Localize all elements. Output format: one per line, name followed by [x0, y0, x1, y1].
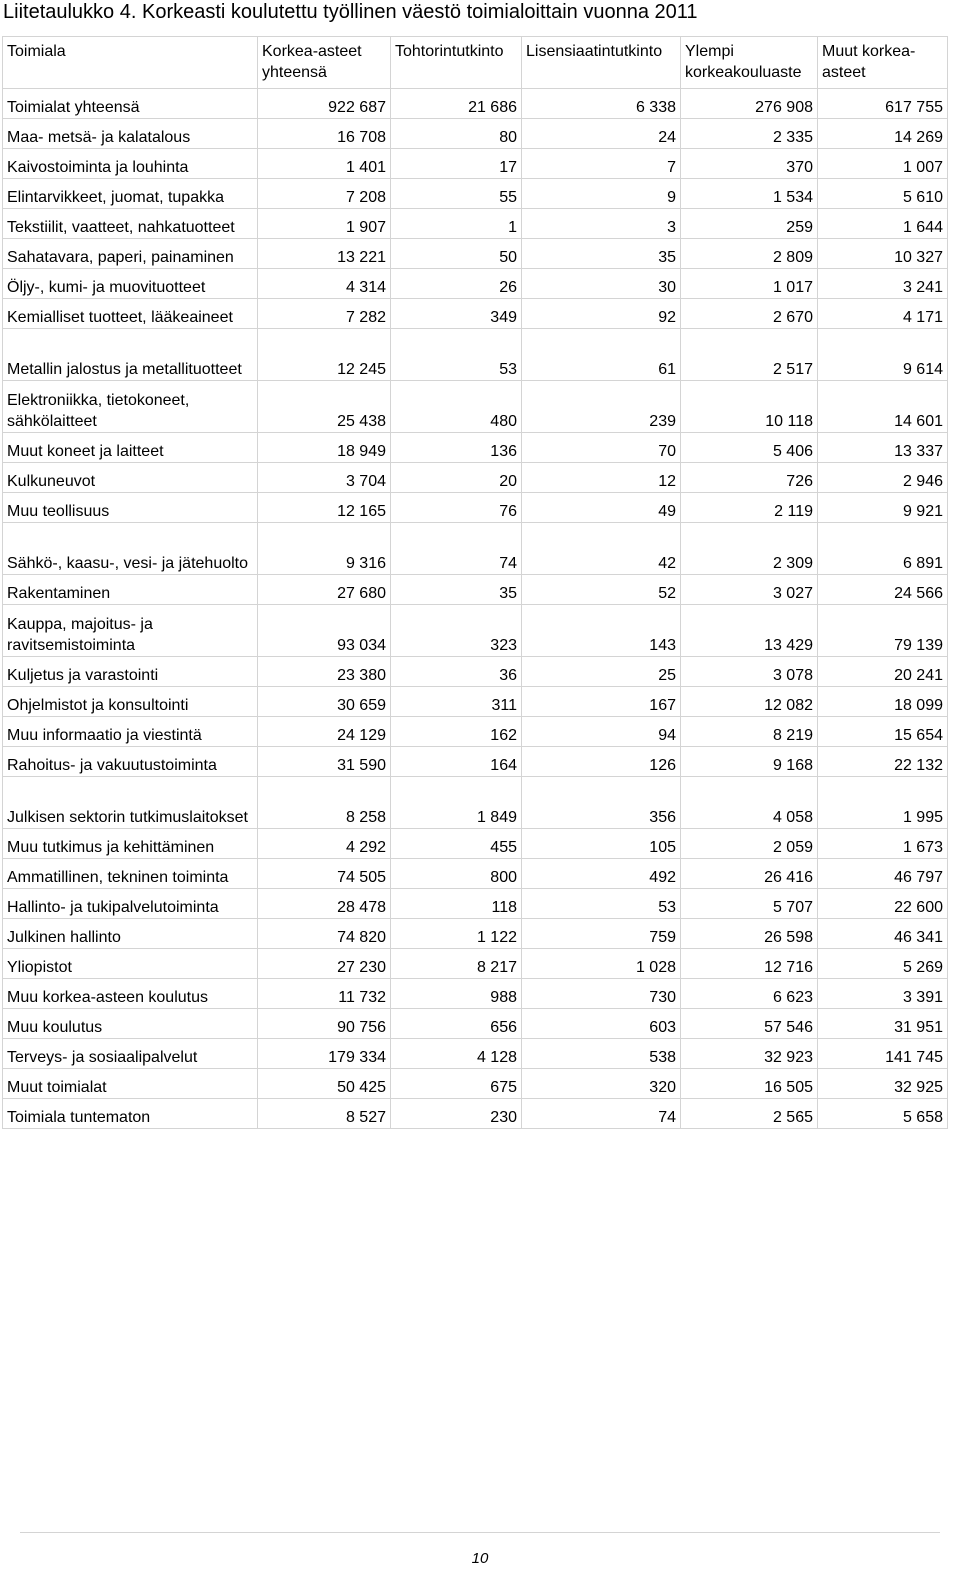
table-cell: 7 — [522, 149, 681, 179]
table-row — [3, 179, 948, 209]
table-cell: 8 217 — [391, 949, 522, 979]
table-cell: 136 — [391, 433, 522, 463]
row-label: Kaivostoiminta ja louhinta — [3, 149, 258, 179]
table-cell: 3 241 — [818, 269, 948, 299]
table-cell: 1 907 — [258, 209, 391, 239]
table-cell: 10 327 — [818, 239, 948, 269]
row-label: Sähkö-, kaasu-, vesi- ja jätehuolto — [3, 523, 258, 575]
table-cell: 35 — [522, 239, 681, 269]
table-cell: 8 219 — [681, 717, 818, 747]
row-label: Muu koulutus — [3, 1009, 258, 1039]
table-cell: 10 118 — [681, 381, 818, 433]
row-label: Rakentaminen — [3, 575, 258, 605]
table-cell: 988 — [391, 979, 522, 1009]
table-cell: 32 925 — [818, 1069, 948, 1099]
table-cell: 9 — [522, 179, 681, 209]
row-label: Ammatillinen, tekninen toiminta — [3, 859, 258, 889]
table-cell: 90 756 — [258, 1009, 391, 1039]
table-cell: 53 — [391, 329, 522, 381]
table-cell: 9 316 — [258, 523, 391, 575]
table-cell: 11 732 — [258, 979, 391, 1009]
table-cell: 22 600 — [818, 889, 948, 919]
table-cell: 31 590 — [258, 747, 391, 777]
table-cell: 323 — [391, 605, 522, 657]
footer-divider — [20, 1532, 940, 1533]
table-cell: 2 670 — [681, 299, 818, 329]
row-label: Muut koneet ja laitteet — [3, 433, 258, 463]
table-cell: 370 — [681, 149, 818, 179]
table-row — [3, 859, 948, 889]
table-cell: 20 — [391, 463, 522, 493]
table-cell: 13 429 — [681, 605, 818, 657]
table-cell: 3 — [522, 209, 681, 239]
table-cell: 22 132 — [818, 747, 948, 777]
table-row — [3, 299, 948, 329]
table-cell: 5 707 — [681, 889, 818, 919]
table-cell: 9 921 — [818, 493, 948, 523]
row-label: Julkinen hallinto — [3, 919, 258, 949]
table-cell: 9 168 — [681, 747, 818, 777]
table-cell: 27 230 — [258, 949, 391, 979]
row-label: Terveys- ja sosiaalipalvelut — [3, 1039, 258, 1069]
table-cell: 94 — [522, 717, 681, 747]
table-cell: 49 — [522, 493, 681, 523]
table-cell: 1 — [391, 209, 522, 239]
table-cell: 603 — [522, 1009, 681, 1039]
table-cell: 8 258 — [258, 777, 391, 829]
table-row — [3, 329, 948, 381]
table-row — [3, 777, 948, 829]
column-header: Ylempi korkeakouluaste — [681, 37, 818, 89]
row-label: Ohjelmistot ja konsultointi — [3, 687, 258, 717]
row-label: Muu tutkimus ja kehittäminen — [3, 829, 258, 859]
row-label: Muu teollisuus — [3, 493, 258, 523]
table-cell: 6 623 — [681, 979, 818, 1009]
table-cell: 92 — [522, 299, 681, 329]
table-cell: 2 946 — [818, 463, 948, 493]
row-label: Tekstiilit, vaatteet, nahkatuotteet — [3, 209, 258, 239]
table-cell: 25 — [522, 657, 681, 687]
table-cell: 80 — [391, 119, 522, 149]
table-row — [3, 605, 948, 657]
table-cell: 12 082 — [681, 687, 818, 717]
table-cell: 13 337 — [818, 433, 948, 463]
table-cell: 57 546 — [681, 1009, 818, 1039]
table-cell: 20 241 — [818, 657, 948, 687]
table-cell: 74 — [522, 1099, 681, 1129]
table-header-row — [3, 37, 948, 89]
table-cell: 7 282 — [258, 299, 391, 329]
row-label: Yliopistot — [3, 949, 258, 979]
table-cell: 4 128 — [391, 1039, 522, 1069]
table-cell: 70 — [522, 433, 681, 463]
page-title: Liitetaulukko 4. Korkeasti koulutettu työllinen väestö toimialoittain vuonna 2011 — [3, 1, 698, 23]
column-header: Lisensiaatintutkinto — [522, 37, 681, 89]
table-cell: 3 027 — [681, 575, 818, 605]
table-cell: 12 716 — [681, 949, 818, 979]
table-cell: 26 598 — [681, 919, 818, 949]
table-cell: 162 — [391, 717, 522, 747]
table-cell: 35 — [391, 575, 522, 605]
table-cell: 53 — [522, 889, 681, 919]
table-cell: 18 949 — [258, 433, 391, 463]
table-cell: 1 401 — [258, 149, 391, 179]
table-row — [3, 89, 948, 119]
table-cell: 167 — [522, 687, 681, 717]
table-cell: 617 755 — [818, 89, 948, 119]
table-row — [3, 575, 948, 605]
row-label: Metallin jalostus ja metallituotteet — [3, 329, 258, 381]
table-cell: 12 245 — [258, 329, 391, 381]
table-cell: 730 — [522, 979, 681, 1009]
table-row — [3, 239, 948, 269]
table-cell: 50 — [391, 239, 522, 269]
table-cell: 1 849 — [391, 777, 522, 829]
row-label: Muut toimialat — [3, 1069, 258, 1099]
table-cell: 30 659 — [258, 687, 391, 717]
table-cell: 4 314 — [258, 269, 391, 299]
table-row — [3, 717, 948, 747]
column-header: Korkea-asteet yhteensä — [258, 37, 391, 89]
table-cell: 4 058 — [681, 777, 818, 829]
table-cell: 1 995 — [818, 777, 948, 829]
row-label: Kulkuneuvot — [3, 463, 258, 493]
table-cell: 6 891 — [818, 523, 948, 575]
table-cell: 17 — [391, 149, 522, 179]
table-cell: 726 — [681, 463, 818, 493]
table-cell: 349 — [391, 299, 522, 329]
table-row — [3, 433, 948, 463]
table-cell: 276 908 — [681, 89, 818, 119]
table-cell: 2 309 — [681, 523, 818, 575]
table-row — [3, 149, 948, 179]
table-cell: 23 380 — [258, 657, 391, 687]
table-cell: 5 406 — [681, 433, 818, 463]
table-row — [3, 1009, 948, 1039]
table-cell: 79 139 — [818, 605, 948, 657]
table-cell: 4 292 — [258, 829, 391, 859]
table-cell: 5 658 — [818, 1099, 948, 1129]
table-cell: 5 610 — [818, 179, 948, 209]
table-row — [3, 119, 948, 149]
table-cell: 12 165 — [258, 493, 391, 523]
table-cell: 800 — [391, 859, 522, 889]
table-row — [3, 919, 948, 949]
table-cell: 16 708 — [258, 119, 391, 149]
row-label: Kemialliset tuotteet, lääkeaineet — [3, 299, 258, 329]
table-cell: 31 951 — [818, 1009, 948, 1039]
table-cell: 16 505 — [681, 1069, 818, 1099]
table-cell: 13 221 — [258, 239, 391, 269]
data-table — [2, 36, 948, 1129]
table-cell: 61 — [522, 329, 681, 381]
row-label: Öljy-, kumi- ja muovituotteet — [3, 269, 258, 299]
table-cell: 3 704 — [258, 463, 391, 493]
table-row — [3, 381, 948, 433]
table-cell: 5 269 — [818, 949, 948, 979]
table-cell: 3 078 — [681, 657, 818, 687]
table-cell: 143 — [522, 605, 681, 657]
table-row — [3, 747, 948, 777]
table-cell: 15 654 — [818, 717, 948, 747]
table-cell: 14 601 — [818, 381, 948, 433]
table-cell: 492 — [522, 859, 681, 889]
table-cell: 21 686 — [391, 89, 522, 119]
row-label: Toimialat yhteensä — [3, 89, 258, 119]
table-cell: 164 — [391, 747, 522, 777]
table-cell: 6 338 — [522, 89, 681, 119]
table-cell: 93 034 — [258, 605, 391, 657]
column-header: Tohtorintutkinto — [391, 37, 522, 89]
table-body — [3, 37, 948, 1129]
row-label: Rahoitus- ja vakuutustoiminta — [3, 747, 258, 777]
table-row — [3, 949, 948, 979]
table-cell: 1 534 — [681, 179, 818, 209]
row-label: Toimiala tuntematon — [3, 1099, 258, 1129]
table-cell: 46 341 — [818, 919, 948, 949]
table-cell: 320 — [522, 1069, 681, 1099]
table-cell: 1 017 — [681, 269, 818, 299]
table-cell: 9 614 — [818, 329, 948, 381]
table-cell: 74 505 — [258, 859, 391, 889]
table-cell: 1 007 — [818, 149, 948, 179]
table-cell: 74 820 — [258, 919, 391, 949]
table-cell: 3 391 — [818, 979, 948, 1009]
table-row — [3, 979, 948, 1009]
row-label: Maa- metsä- ja kalatalous — [3, 119, 258, 149]
table-cell: 141 745 — [818, 1039, 948, 1069]
table-cell: 52 — [522, 575, 681, 605]
table-cell: 239 — [522, 381, 681, 433]
table-cell: 1 122 — [391, 919, 522, 949]
table-cell: 675 — [391, 1069, 522, 1099]
table-cell: 24 566 — [818, 575, 948, 605]
table-row — [3, 889, 948, 919]
row-label: Muu informaatio ja viestintä — [3, 717, 258, 747]
table-cell: 74 — [391, 523, 522, 575]
table-cell: 28 478 — [258, 889, 391, 919]
table-cell: 8 527 — [258, 1099, 391, 1129]
table-cell: 2 335 — [681, 119, 818, 149]
table-cell: 4 171 — [818, 299, 948, 329]
column-header: Muut korkea-asteet — [818, 37, 948, 89]
table-cell: 2 059 — [681, 829, 818, 859]
row-label: Kuljetus ja varastointi — [3, 657, 258, 687]
table-cell: 179 334 — [258, 1039, 391, 1069]
table-cell: 42 — [522, 523, 681, 575]
table-cell: 105 — [522, 829, 681, 859]
row-label: Elintarvikkeet, juomat, tupakka — [3, 179, 258, 209]
table-cell: 26 416 — [681, 859, 818, 889]
table-cell: 14 269 — [818, 119, 948, 149]
row-label: Julkisen sektorin tutkimuslaitokset — [3, 777, 258, 829]
table-cell: 24 — [522, 119, 681, 149]
table-cell: 1 028 — [522, 949, 681, 979]
table-cell: 50 425 — [258, 1069, 391, 1099]
table-cell: 126 — [522, 747, 681, 777]
table-cell: 118 — [391, 889, 522, 919]
table-row — [3, 523, 948, 575]
table-cell: 356 — [522, 777, 681, 829]
table-row — [3, 657, 948, 687]
table-cell: 922 687 — [258, 89, 391, 119]
table-cell: 27 680 — [258, 575, 391, 605]
table-cell: 455 — [391, 829, 522, 859]
table-cell: 25 438 — [258, 381, 391, 433]
table-cell: 24 129 — [258, 717, 391, 747]
table-cell: 2 565 — [681, 1099, 818, 1129]
table-cell: 759 — [522, 919, 681, 949]
table-cell: 480 — [391, 381, 522, 433]
table-row — [3, 829, 948, 859]
table-cell: 18 099 — [818, 687, 948, 717]
table-row — [3, 209, 948, 239]
table-row — [3, 463, 948, 493]
table-row — [3, 1099, 948, 1129]
column-header: Toimiala — [3, 37, 258, 89]
table-cell: 46 797 — [818, 859, 948, 889]
table-cell: 30 — [522, 269, 681, 299]
row-label: Elektroniikka, tietokoneet, sähkölaitteet — [3, 381, 258, 433]
table-cell: 36 — [391, 657, 522, 687]
table-row — [3, 687, 948, 717]
table-cell: 259 — [681, 209, 818, 239]
table-cell: 12 — [522, 463, 681, 493]
table-cell: 76 — [391, 493, 522, 523]
table-cell: 311 — [391, 687, 522, 717]
table-cell: 2 809 — [681, 239, 818, 269]
table-cell: 1 644 — [818, 209, 948, 239]
table-cell: 7 208 — [258, 179, 391, 209]
table-row — [3, 269, 948, 299]
row-label: Sahatavara, paperi, painaminen — [3, 239, 258, 269]
table-cell: 2 119 — [681, 493, 818, 523]
table-cell: 2 517 — [681, 329, 818, 381]
table-cell: 1 673 — [818, 829, 948, 859]
table-cell: 26 — [391, 269, 522, 299]
page-number: 10 — [471, 1550, 489, 1567]
table-row — [3, 1069, 948, 1099]
row-label: Hallinto- ja tukipalvelutoiminta — [3, 889, 258, 919]
table-row — [3, 493, 948, 523]
table-cell: 55 — [391, 179, 522, 209]
table-row — [3, 1039, 948, 1069]
row-label: Kauppa, majoitus- ja ravitsemistoiminta — [3, 605, 258, 657]
table-cell: 32 923 — [681, 1039, 818, 1069]
row-label: Muu korkea-asteen koulutus — [3, 979, 258, 1009]
table-cell: 538 — [522, 1039, 681, 1069]
table-cell: 656 — [391, 1009, 522, 1039]
table-cell: 230 — [391, 1099, 522, 1129]
